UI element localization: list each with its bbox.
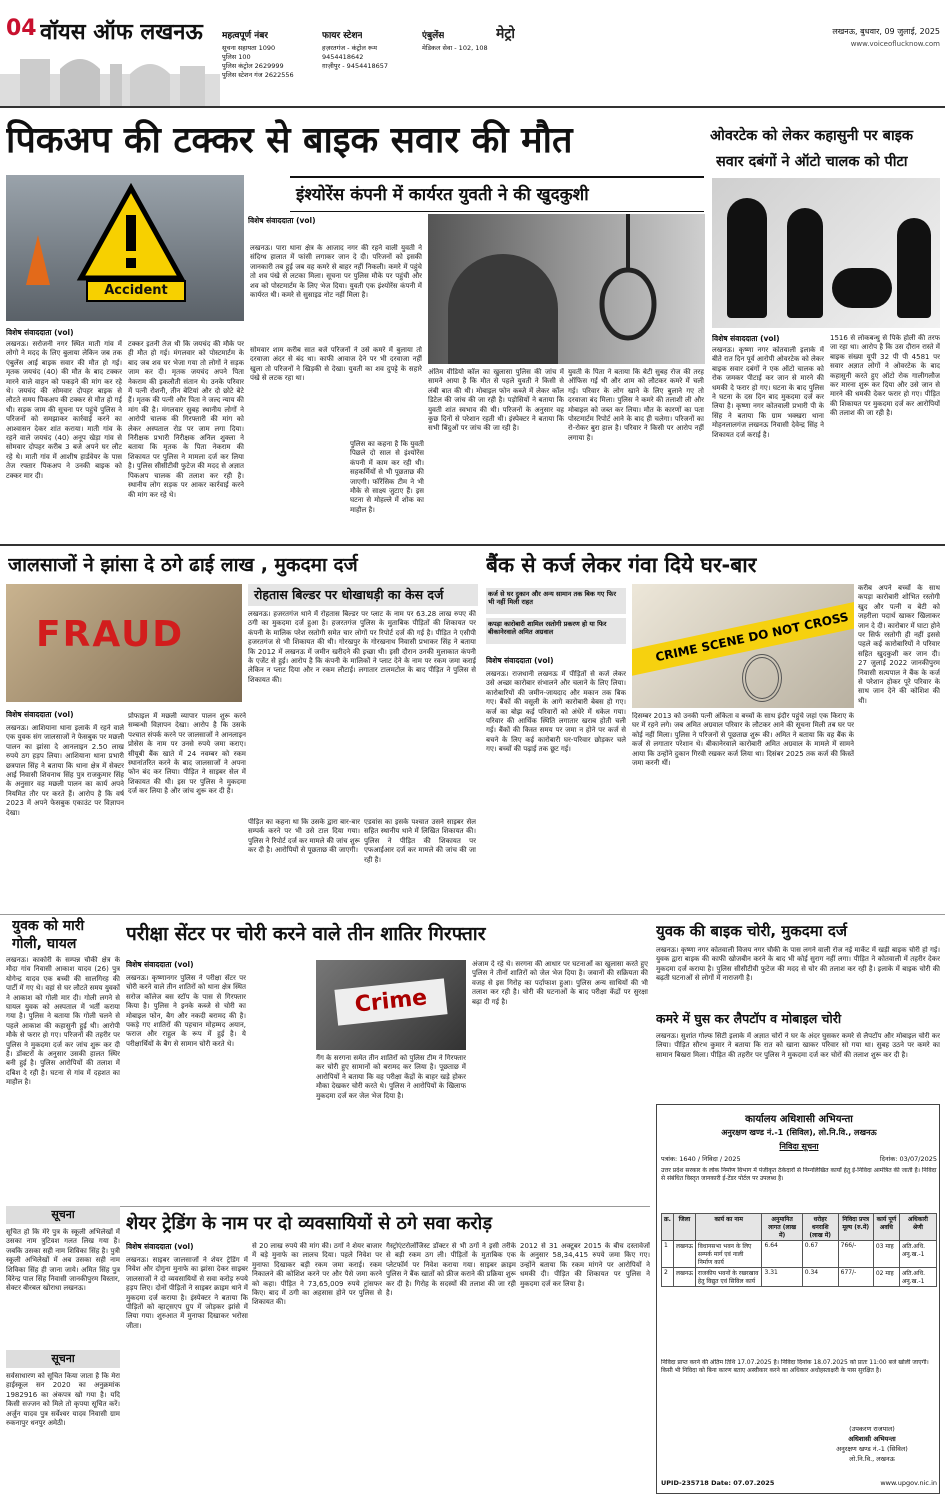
accident-label: Accident (86, 280, 186, 302)
a2-byline: विशेष संवाददाता (vol) (248, 216, 316, 225)
a3-headline-line2: सवार दबंगों ने ऑटो चालक को पीटा (716, 154, 908, 170)
table-cell: अति.अधि. अनु.ख.-1 (899, 1241, 936, 1268)
a5-column: पीड़ित का कहना था कि उसके द्वारा बार-बार सम्पर्क करने पर भी उसे टाल दिया गया। पुलिस ने रिपोर्ट दर्ज कर मामले की जांच शुरू कर दी है। आरोपियों से पूछताछ की जाएगी। (248, 818, 360, 855)
noose-graphic (588, 214, 668, 354)
a5-headline-box (248, 584, 478, 606)
tender-signature: अनुरक्षण खण्ड नं.-1 (सिविल) (836, 1445, 908, 1453)
important-line: पुलिस स्टेशन गंज 2622556 (222, 71, 294, 79)
a6-subhead: कर्ज से घर दुकान और अन्य सामान तक बिक गए फिर भी नहीं मिली राहत (486, 588, 626, 614)
a1-column: लखनऊ। सरोजनी नगर स्थित माती गांव में लोगो ने मदद के लिए बुलाया लेकिन जब तक एंबुलेंस आई बाइक सवार की मौत हो गई। मृतक जयचंद (40) की मौत के बाद टक्कर मारने वाले वाहन को पकड़ने की मांग कर रहे थे। जयचंद की सोमवार दोपहर बाइक से लौटते समय पिकअप की टक्कर से मौत हो गई थी। सड़क जाम की सूचना पर पहुंचे पुलिस ने परिजनों को समझाकर कार्रवाई करने का आश्वासन देकर शांत कराया। माती गांव के रहने वाले जयचंद (40) अनूप खेड़ा गांव से सोमवार दोपहर करीब 3 बजे अपने घर लौट रहे थे। माती गांव में आशीष हार्डवेयर के पास तेज रफ्तार पिकअप ने उनकी बाइक को टक्कर मार दी। (6, 340, 122, 480)
dateline: लखनऊ, बुधवार, 09 जुलाई, 2025 (832, 27, 940, 36)
a2-column: सोमवार शाम करीब सात बजे परिजनों ने उसे कमरे में बुलाया तो दरवाजा अंदर से बंद था। काफी आवाज देने पर भी दरवाजा नहीं खुला तो परिजनों ने खिड़की से देखा। युवती का शव दुपट्टे के सहारे पंखे से लटक रहा था। (250, 346, 422, 383)
table-header-cell: कार्य का नाम (695, 1214, 762, 1241)
notice-body: सूचित हो कि मेरे पुत्र के स्कूली अभिलेखों में उसका नाम त्रुटिवश गलत लिख गया है। जबकि उसका सही नाम शिविका सिंह है। पुत्री स्कूली अभिलेखों में अब उसका सही नाम शिविका सिंह ही जाना जाये। अमित सिंह पुत्र विरेन्द्र पाल सिंह निवासी जानकीपुरम विस्तार, सेक्टर बीरबल खोराधा लखनऊ। (6, 1228, 120, 1293)
tender-ref: पत्रांक: 1640 / निविदा / 2025 (661, 1155, 741, 1163)
a8-column: लखनऊ। कृष्णानगर पुलिस ने परीक्षा सेंटर पर चोरी करने वाले तीन शातिरों को थाना क्षेत्र स्थित सरोज कॉलेज बस स्टॉप के पास से गिरफ्तार किया है। पुलिस ने इनके कब्जे से चोरी का मोबाइल फोन, बैग और नकदी बरामद की है। पकड़े गए शातिरों की पहचान मोहम्मद अयान, फराज और राहुल के रूप में हुई है। ये परीक्षार्थियों के बैग से सामान चोरी करते थे। (126, 974, 246, 1048)
table-cell: अति.अधि. अनु.ख.-1 (899, 1268, 936, 1287)
table-header-cell: धरोहर धनराशि (लाख में) (802, 1214, 838, 1241)
crime-tape: CRIME SCENE DO NOT CROSS (632, 597, 854, 676)
table-cell: 1 (662, 1241, 674, 1268)
crime-label: Crime (334, 978, 447, 1025)
table-cell: 766/- (838, 1241, 873, 1268)
important-line: पुलिस कंट्रोल 2629999 (222, 62, 284, 70)
a6-byline: विशेष संवाददाता (vol) (486, 656, 554, 665)
fire-line: 9454418642 (322, 53, 364, 61)
silhouette (897, 218, 931, 318)
a8-column (250, 974, 312, 1202)
skyline-graphic (0, 44, 220, 106)
a1-byline: विशेष संवाददाता (vol) (6, 328, 74, 337)
a11-column: से 20 लाख रुपये की मांग की। ठगों ने शेयर बाजार में बड़े मुनाफे का लालच दिया। पहले निवेश पर मुनाफा दिखाकर बड़ी रकम जमा कराई। रकम निकालने की कोशिश करने पर और पैसे जमा करने को कहा। पीड़ित ने 73,65,009 रुपये ट्रांसफर किए। बाद में ठगी का अहसास होने पर पुलिस से शिकायत की। (252, 1242, 382, 1307)
tender-table (661, 1213, 937, 1287)
divider (0, 544, 945, 546)
a4-column: लखनऊ। आशियाना थाना इलाके में रहने वाले एक युवक संग जालसाजों ने फेसबुक पर मछली पालन का झांसा दे आनलाइन 2.50 लाख रुपये ठग हड़प लिया। आशियाना थाना प्रभारी छत्रपाल सिंह ने बताया कि थाना क्षेत्र में सेक्टर आई निवासी शिवनाथ सिंह पुत्र राजकुमार सिंह के अनुसार वह मछली पालन का कार्य अपने नियमित तौर पर करते हैं। आरोप है कि वर्ष 2023 में अपने फेसबुक एकाउंट पर विज्ञापन देखा। (6, 724, 124, 817)
a2-column: लखनऊ। पारा थाना क्षेत्र के आजाद नगर की रहने वाली युवती ने संदिग्ध हालात में फांसी लगाकर जान दे दी। परिजनों को इसकी जानकारी तब हुई जब वह कमरे से बाहर नहीं निकली। कमरे में पहुंचे तो शव पंखे से लटका मिला। सूचना पर पुलिस मौके पर पहुंची और शव को पोस्टमार्टम के लिए भेज दिया। युवती एक इंश्योरेंस कंपनी में कार्यरत थी। कमरे से सुसाइड नोट नहीं मिला है। (250, 244, 422, 300)
a1-headline: पिकअप की टक्कर से बाइक सवार की मौत (6, 120, 573, 161)
a8-photo (316, 960, 466, 1050)
fraud-label: FRAUD (36, 614, 185, 655)
a5-headline: रोहतास बिल्डर पर धोखाधड़ी का केस दर्ज (254, 587, 444, 602)
a3-column: 1516 से लोकबन्धु से पिके होली की तरफ जा रहा था। आरोप है कि उस दौरान रास्ते में बाइक संख्या यूपी 32 पी पी 4581 पर सवार अज्ञात लोगों ने ओवरटेक के बाद कहासुनी करते हुए ऑटो रोक गालीगलौज कर मारना शुरू कर दिया और उसे जान से मारने की धमकी देकर फरार हो गए। पीड़ित की शिकायत पर मुकदमा दर्ज कर आरोपियों की तलाश की जा रही है। (830, 334, 940, 418)
table-header-cell: निविदा प्रपत्र मूल्य (रु.में) (838, 1214, 873, 1241)
tender-date: दिनांक: 03/07/2025 (879, 1155, 937, 1163)
a2-column: पुलिस का कहना है कि युवती पिछले दो साल से इंश्योरेंस कंपनी में काम कर रही थी। सहकर्मियों से भी पूछताछ की जाएगी। फॉरेंसिक टीम ने भी मौके से साक्ष्य जुटाए हैं। इस घटना से मोहल्ले में शोक का माहौल है। (350, 440, 424, 514)
table-header-cell: अधिकारी श्रेणी (899, 1214, 936, 1241)
important-numbers-title: महत्वपूर्ण नंबर (222, 31, 269, 41)
table-header-cell: जिला (673, 1214, 695, 1241)
warning-sign-icon (76, 183, 186, 283)
table-header-cell: कार्य पूर्ण अवधि (873, 1214, 899, 1241)
a8-column: गैंग के सरगना समेत तीन शातिरों को पुलिस टीम ने गिरफ्तार कर चोरी हुए सामानों को बरामद कर लिया है। पूछताछ में आरोपियों ने बताया कि वह परीक्षा केंद्रों के बाहर खड़े होकर मौका देखकर चोरी करते थे। पुलिस ने आरोपियों के खिलाफ मुकदमा दर्ज कर जेल भेज दिया है। (316, 1054, 466, 1100)
a6-photo (632, 584, 854, 708)
a7-column: लखनऊ। काकोरी के सम्पन्न चौकी क्षेत्र के मौदा गांव निवासी आकाश यादव (26) पुत्र योगेन्द्र यादव एक बच्ची की सालगिरह की पार्टी में गए थे। वहां से घर लौटते समय युवकों ने आकाश को गोली मार दी। गोली लगने से घायल युवक को अस्पताल में भर्ती कराया गया है। पुलिस ने बताया कि गोली चलने से पहले आकाश की कहासुनी हुई थी। आरोपी मौके से फरार हो गए। परिजनों की तहरीर पर पुलिस ने मुकदमा दर्ज कर जांच शुरू कर दी है। डॉक्टरों के अनुसार उसकी हालत स्थिर बनी हुई है। पुलिस आरोपियों की तलाश में दबिश दे रही है। घटना से गांव में दहशत का माहौल है। (6, 956, 120, 1087)
a2-headline: इंश्योरेंस कंपनी में कार्यरत युवती ने की खुदकुशी (296, 185, 589, 205)
table-cell: लखनऊ (673, 1241, 695, 1268)
table-header-cell: क्र. (662, 1214, 674, 1241)
a11-headline: शेयर ट्रेडिंग के नाम पर दो व्यवसायियों से ठगे सवा करोड़ (126, 1213, 492, 1234)
table-header-cell: अनुमानित लागत (लाख में) (762, 1214, 802, 1241)
a6-subhead: कपड़ा कारोबारी शामिल रस्तोगी प्रकरण हो या फिर बीकानेरवाले अमित अग्रवाल (486, 618, 626, 644)
tender-signature: अधिशासी अभियन्ता (848, 1435, 896, 1443)
table-cell: 6.64 (762, 1241, 802, 1268)
a1-photo (6, 175, 244, 321)
tender-signature: (उपकरण राजपाल) (849, 1425, 895, 1433)
a1-column: टक्कर इतनी तेज थी कि जयचंद की मौके पर ही मौत हो गई। मंगलवार को पोस्टमार्टम के बाद जब शव घर भेजा गया तो लोगों ने सड़क जाम कर दी। मृतक जयचंद अपने पिता नेकराम की इकलौती संतान थे। उनके परिवार में पत्नी रोशनी, तीन बेटियां और दो छोटे बेटे हैं। मृतक की पत्नी और पिता ने जल्द न्याय की मांग की है। मंगलवार सुबह स्थानीय लोगों ने आरोपी चालक की गिरफ्तारी की मांग को लेकर अस्पताल रोड पर जाम लगा दिया। निरीक्षक प्रभारी निरीक्षक अनिल शुक्ला ने बताया कि मृतक के पिता नेकराम की शिकायत पर पुलिस ने मामला दर्ज कर लिया है। पुलिस सीसीटीवी फुटेज की मदद से अज्ञात पिकअप चालक की तलाश कर रही है। स्थानीय लोग सड़क पर आकर कार्रवाई करने की मांग कर रहे थे। (128, 340, 244, 499)
divider (120, 1206, 650, 1207)
a6-column: करीब अपने बच्चों के साथ कपड़ा कारोबारी शोभित रस्तोगी खुद और पत्नी व बेटी को जहरीला पदार्थ खाकर खिलाकर जान दे दी। कारोबार में घाटा होने पर सिर्फ रस्तोगी ही नहीं इससे पहले कई कारोबारियों ने परिवार सहित खुदकुशी कर जान दी। 27 जुलाई 2022 जानकीपुरम निवासी सत्यपाल ने बैंक के कर्ज से परेशान होकर पूरे परिवार के साथ जान देने की कोशिश की थी। (858, 584, 940, 705)
a8-column: अंजाम दे रहे थे। सरगना की आधार पर घटनाओं का खुलासा करते हुए पुलिस ने तीनों शातिरों को जेल भेज दिया है। जवानों की सक्रियता की वजह से इस गिरोह का पर्दाफाश हुआ। पुलिस अन्य साथियों की भी तलाश कर रही है। चोरी की घटनाओं के बाद परीक्षा केंद्रों पर सुरक्षा बढ़ा दी गई है। (472, 960, 648, 1006)
fire-station-title: फायर स्टेशन (322, 31, 363, 41)
a4-byline: विशेष संवाददाता (vol) (6, 710, 74, 719)
a9-column: लखनऊ। कृष्णा नगर कोतवाली विजय नगर चौकी के पास लगने वाली रोज नई मार्केट में खड़ी बाइक चोरी हो गई। युवक द्वारा बाइक की काफी खोजबीन करने के बाद भी कोई सुराग नहीं लगा। पीड़ित ने कोतवाली में तहरीर देकर मुकदमा दर्ज कराया है। पुलिस सीसीटीवी फुटेज की मदद से चोर की तलाश कर रही है। इलाके में बाइक चोरी की बढ़ती घटनाओं से लोगों में नाराजगी है। (656, 946, 940, 983)
a6-column: लखनऊ। राजधानी लखनऊ में पीड़ितों से कर्ज लेकर उसे अच्छा कारोबार संभालने और चलाने के लिए लिया। कारोबारियों की जमीन-जायदाद और मकान तक बिक गए। बैंकों की वसूली के आगे कारोबारी बेबस हो गए। कर्ज का बोझ कई परिवारों को अंधेरे में धकेल गया। परिवार की आर्थिक स्थिति लगातार खराब होती चली गई। बैंकों की किस्त समय पर जमा न होने पर कर्ज से बचने के लिए कई कारोबारी घर-परिवार छोड़कर चले गए। बच्चों की पढ़ाई तक छूट गई। (486, 670, 626, 754)
tender-footer: www.upgov.nic.in (880, 1479, 937, 1487)
silhouette (448, 254, 558, 364)
a11-column: 2012 से 31 अक्टूबर 2015 के बीच दस्तावेजों के अनुसार 58,34,415 रुपये जमा किए गए। उन्होंने बताया कि रकम मांगने पर आरोपियों ने धमकी दी। पीड़ित की शिकायत पर पुलिस ने मुकदमा दर्ज कर लिया है। (520, 1242, 650, 1288)
table-cell: 677/- (838, 1268, 873, 1287)
page-number: 04 (6, 16, 37, 41)
tender-signature: लो.नि.वि., लखनऊ (849, 1455, 895, 1463)
a2-headline-bar (290, 176, 704, 212)
a11-column: गैस्ट्रोएंटरोलॉजिस्ट डॉक्टर से भी ठगों ने इसी तरीके से बड़ी रकम ठग ली। पीड़ितों के मुताबिक एक प्लेटफॉर्म पर निवेश कराया गया। साइबर क्राइम पुलिस ने बैंक खातों को फ्रीज कराने की प्रक्रिया शुरू कर दी है। गिरोह के सदस्यों की तलाश की जा रही है। (386, 1242, 516, 1298)
a11-byline: विशेष संवाददाता (vol) (126, 1242, 194, 1251)
a2-column: अंतिम वीडियो कॉल का खुलासा पुलिस की जांच में सामने आया है कि मौत से पहले युवती ने किसी से लंबी बात की थी। मोबाइल फोन कब्जे में लेकर कॉल डिटेल की जांच की जा रही है। पड़ोसियों ने बताया कि युवती शांत स्वभाव की थी। परिजनों के अनुसार वह कुछ दिनों से परेशान रहती थी। इंस्पेक्टर ने बताया कि सभी बिंदुओं पर जांच की जा रही है। (428, 368, 564, 433)
ambulance-line: मेडिकल सेवा - 102, 108 (422, 44, 488, 52)
silhouette (832, 268, 892, 308)
tender-notice (656, 1104, 940, 1494)
ambulance-title: एंबुलेंस (422, 31, 445, 41)
tender-table-header (662, 1214, 937, 1241)
table-cell: विधानसभा भवन के लिए सम्पर्क मार्ग एवं नाली निर्माण कार्य (695, 1241, 762, 1268)
a3-photo (712, 178, 940, 328)
table-cell: राजकीय भवनों के रखरखाव हेतु विद्युत एवं सिविल कार्य (695, 1268, 762, 1287)
silhouette (787, 208, 823, 318)
a3-column: लखनऊ। कृष्णा नगर कोतवाली इलाके में बीते रात दिन पूर्व आरोपी ओवरटेक को लेकर बाइक सवार दबंगों ने एक ऑटो चालक को रोक जमकर पीटाई कर जान से मारने की धमकी दे फरार हो गए। घटना के बाद पुलिस ने घटना के दस दिन बाद मुकदमा दर्ज कर लिया है। कृष्णा नगर कोतवाली प्रभारी पी के सिंह ने बताया कि ग्राम भक्खरा थाना मोहनलालगंज लखनऊ निवासी देवेन्द्र सिंह ने शिकायत दर्ज कराई है। (712, 346, 824, 439)
a7-headline-line1: युवक को मारी (12, 918, 85, 934)
a4-photo (6, 584, 242, 702)
a2-photo (428, 214, 705, 364)
notice-title: सूचना (51, 1208, 75, 1221)
tender-division: अनुरक्षण खण्ड नं.-1 (सिविल), लो.नि.वि., लखनऊ (721, 1128, 877, 1137)
table-row (662, 1241, 937, 1268)
divider (0, 914, 945, 915)
a5-column: लखनऊ। हजरतगंज थाने में रोहतास बिल्डर पर प्लाट के नाम पर 63.28 लाख रुपए की ठगी का मुकदमा दर्ज हुआ है। हजरतगंज पुलिस के मुताबिक पीड़ितों की शिकायत पर कंपनी के मालिक परेश रस्तोगी समेत चार लोगों पर रिपोर्ट दर्ज की गई है। पीड़ित ने एसीपी हजरतगंज से भी शिकायत की थी। गोरखपुर के गोरखनाथ निवासी प्रभाकर सिंह ने बताया कि 2012 में लखनऊ में जमीन खरीदने की इच्छा थी। इसी दौरान उनकी मुलाकात कंपनी के एजेंट से हुई। आरोप है कि कंपनी के मालिकों ने प्लाट देने के नाम पर रकम जमा कराई लेकिन न प्लाट दिया और न रकम लौटाई। लगातार टालमटोल के बाद पीड़ित ने पुलिस से शिकायत की। (248, 610, 476, 684)
tender-terms: निविदा प्राप्त करने की अंतिम तिथि 17.07.2025 है। निविदा दिनांक 18.07.2025 को प्रातः 11:00 बजे खोली जाएगी। किसी भी निविदा को बिना कारण बताए अस्वीकार करने का अधिकार अधोहस्ताक्षरी के पास सुरक्षित है। (661, 1359, 929, 1374)
tender-intro: उत्तर प्रदेश सरकार के लोक निर्माण विभाग में पंजीकृत ठेकेदारों से निम्नलिखित कार्यों हेतु ई-निविदा आमंत्रित की जाती है। निविदा से संबंधित विस्तृत जानकारी ई-टेंडर पोर्टल पर उपलब्ध है। (661, 1167, 937, 1182)
table-cell: 03 माह (873, 1241, 899, 1268)
notice-title-bar (6, 1350, 120, 1368)
a3-headline-line1: ओवरटेक को लेकर कहासुनी पर बाइक (710, 128, 913, 144)
table-cell: 02 माह (873, 1268, 899, 1287)
table-cell: 0.67 (802, 1241, 838, 1268)
a3-byline: विशेष संवाददाता (vol) (712, 334, 780, 343)
table-cell: 2 (662, 1268, 674, 1287)
a9-headline: युवक की बाइक चोरी, मुकदमा दर्ज (656, 922, 847, 940)
table-cell: 0.34 (802, 1268, 838, 1287)
masthead (0, 0, 945, 108)
notice-title-bar (6, 1206, 120, 1224)
tender-table-wrap (661, 1213, 937, 1287)
tender-footer: UPID-235718 Date: 07.07.2025 (661, 1479, 775, 1487)
a2-column: युवती के पिता ने बताया कि बेटी सुबह रोज की तरह ऑफिस गई थी और शाम को लौटकर कमरे में चली गई। परिवार के लोग खाने के लिए बुलाने गए तो दरवाजा बंद मिला। पुलिस ने कमरे की तलाशी ली और मोबाइल को जब्त कर लिया। मौत के कारणों का पता पोस्टमार्टम रिपोर्ट आने के बाद ही चलेगा। परिजनों का रो-रोकर बुरा हाल है। परिवार ने किसी पर आरोप नहीं लगाया है। (568, 368, 704, 442)
a10-headline: कमरे में घुस कर लैपटॉप व मोबाइल चोरी (656, 1011, 842, 1026)
tender-office: कार्यालय अधिशासी अभियन्ता (745, 1114, 853, 1125)
traffic-cone (26, 235, 50, 285)
a4-headline: जालसाजों ने झांसा दे ठगे ढाई लाख , मुकदमा दर्ज (8, 554, 358, 576)
a7-headline-line2: गोली, घायल (12, 936, 77, 952)
table-row (662, 1268, 937, 1287)
a4-column: प्रोफाइल में मछली व्यापार पालन शुरू करने सम्बन्धी विज्ञापन देखा। आरोप है कि उसके पश्चात संपर्क करने पर जालसाजों ने आनलाइन प्रोसेस के नाम पर उनसे रुपये जमा कराए। सीयूबी बैंक खाते में 24 नवम्बर को रकम स्थानांतरित करने के बाद जालसाजों ने अपना फोन बंद कर लिया। पीड़ित ने साइबर सेल में शिकायत की थी। इस पर पुलिस ने मुकदमा दर्ज कर लिया है और जांच शुरू कर दी है। (128, 712, 246, 796)
website: www.voiceoflucknow.com (850, 40, 940, 48)
notice-title: सूचना (51, 1352, 75, 1365)
a8-byline: विशेष संवाददाता (vol) (126, 960, 194, 969)
a8-headline: परीक्षा सेंटर पर चोरी करने वाले तीन शातिर गिरफ्तार (126, 923, 486, 945)
tender-label: निविदा सूचना (779, 1142, 819, 1151)
contacts-panel (222, 22, 522, 106)
a11-column: लखनऊ। साइबर जालसाजों ने शेयर ट्रेडिंग में निवेश और दोगुना मुनाफे का झांसा देकर साइबर जालसाजों ने दो व्यवसायियों से सवा करोड़ रुपये हड़प लिए। दोनों पीड़ितों ने साइबर क्राइम थाने में मुकदमा दर्ज कराया है। इंस्पेक्टर ने बताया कि पीड़ितों को व्हाट्सएप ग्रुप में जोड़कर झांसे में लिया गया। शुरुआत में मुनाफा दिखाकर भरोसा जीता। (126, 1256, 248, 1330)
important-line: सूचना सहायता 1090 (222, 44, 276, 52)
fingerprint-graphic (742, 654, 782, 702)
a6-column: दिसम्बर 2013 को उनकी पत्नी अंकिता व बच्चों के साथ इंदौर पहुंचे जहां एक किराए के घर में रहने लगे। जब अमित अग्रवाल परिवार के लौटकर आने की सूचना मिली तब घर पर कोई नहीं मिला। पुलिस ने परिजनों से पूछताछ शुरू की। अमित ने बताया कि वह बैंक के कर्ज से लगातार परेशान थे। बीकानेरवाले कारोबारी अमित अग्रवाल के मामले में सामने आया कि उन्होंने दुकान गिरवी रखकर कर्ज लिया था। दिसंबर 2025 तक कर्ज की किस्तें जमा करनी थीं। (632, 712, 854, 768)
table-cell: लखनऊ (673, 1268, 695, 1287)
table-cell: 3.31 (762, 1268, 802, 1287)
fire-line: ग़ाज़ीपुर - 9454418657 (322, 62, 389, 70)
section-name: मेट्रो (496, 26, 516, 42)
silhouette (727, 198, 767, 318)
notice-body: सर्वसाधारण को सूचित किया जाता है कि मेरा हाईस्कूल सन 2020 का अनुक्रमांक 1982916 का अंकपत्र खो गया है। यदि किसी सज्जन को मिले तो कृपया सूचित करें। अर्जुन यादव पुत्र सर्वेश्वर यादव निवासी ग्राम रुकनापुर धनपुर अमेठी। (6, 1372, 120, 1428)
a6-headline: बैंक से कर्ज लेकर गंवा दिये घर-बार (486, 553, 757, 577)
important-line: पुलिस 100 (222, 53, 251, 61)
fire-line: हज़रतगंज - कंट्रोल रूम (322, 44, 377, 52)
a5-column: एडवांस का इसके पश्चात उसने साइबर सेल सहित स्थानीय थाने में लिखित शिकायत की। पुलिस ने पीड़ित की शिकायत पर एफआईआर दर्ज कर मामले की जांच की जा रही है। (364, 818, 476, 864)
paper-title: वॉयस ऑफ लखनऊ (40, 20, 203, 45)
a10-column: लखनऊ। सुशांत गोल्फ सिटी इलाके में अज्ञात चोरों ने घर के अंदर घुसकर कमरे से लैपटॉप और मोबाइल चोरी कर लिया। पीड़ित सौरभ कुमार ने बताया कि रात को खाना खाकर परिवार सो गया था। सुबह उठने पर कमरे का सामान बिखरा मिला। पीड़ित की तहरीर पर पुलिस ने मुकदमा दर्ज कर चोरों की तलाश शुरू कर दी है। (656, 1032, 940, 1059)
